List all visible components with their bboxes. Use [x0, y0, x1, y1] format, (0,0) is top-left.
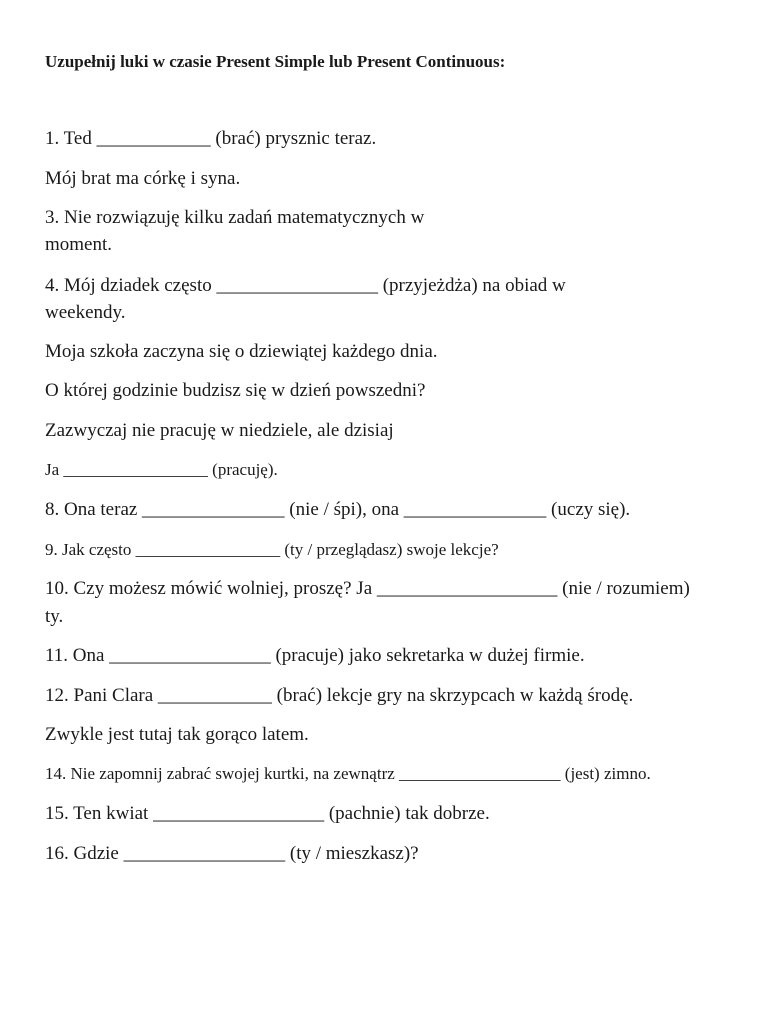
exercise-line-8: 8. Ona teraz _______________ (nie / śpi), ona _______________ (uczy się).: [45, 499, 631, 520]
exercise-line-16: 16. Gdzie _________________ (ty / mieszkasz)?: [45, 843, 419, 864]
exercise-line-1: 1. Ted ____________ (brać) prysznic teraz.: [45, 128, 377, 149]
exercise-line-10: 10. Czy możesz mówić wolniej, proszę? Ja ___________________ (nie / rozumiem): [45, 578, 690, 599]
exercise-line-6: O której godzinie budzisz się w dzień powszedni?: [45, 380, 426, 401]
exercise-line-10-cont: ty.: [45, 606, 64, 627]
exercise-line-11: 11. Ona _________________ (pracuje) jako sekretarka w dużej firmie.: [45, 645, 585, 666]
exercise-line-7-cont: Ja _________________ (pracuję).: [45, 460, 278, 479]
exercise-line-3-cont: moment.: [45, 234, 113, 255]
exercise-line-4: 4. Mój dziadek często _________________ (przyjeżdża) na obiad w: [45, 275, 566, 296]
exercise-line-2: Mój brat ma córkę i syna.: [45, 168, 241, 189]
exercise-line-13: Zwykle jest tutaj tak gorąco latem.: [45, 724, 309, 745]
worksheet-title: Uzupełnij luki w czasie Present Simple lub Present Continuous:: [45, 52, 506, 71]
exercise-line-15: 15. Ten kwiat __________________ (pachnie) tak dobrze.: [45, 803, 490, 824]
exercise-line-7: Zazwyczaj nie pracuję w niedziele, ale dzisiaj: [45, 420, 394, 441]
exercise-line-12: 12. Pani Clara ____________ (brać) lekcje gry na skrzypcach w każdą środę.: [45, 685, 634, 706]
exercise-line-3: 3. Nie rozwiązuję kilku zadań matematycznych w: [45, 207, 425, 228]
exercise-line-5: Moja szkoła zaczyna się o dziewiątej każdego dnia.: [45, 341, 438, 362]
exercise-line-14: 14. Nie zapomnij zabrać swojej kurtki, na zewnątrz ___________________ (jest) zimno.: [45, 764, 651, 783]
exercise-line-9: 9. Jak często _________________ (ty / przeglądasz) swoje lekcje?: [45, 540, 499, 559]
exercise-line-4-cont: weekendy.: [45, 302, 126, 323]
